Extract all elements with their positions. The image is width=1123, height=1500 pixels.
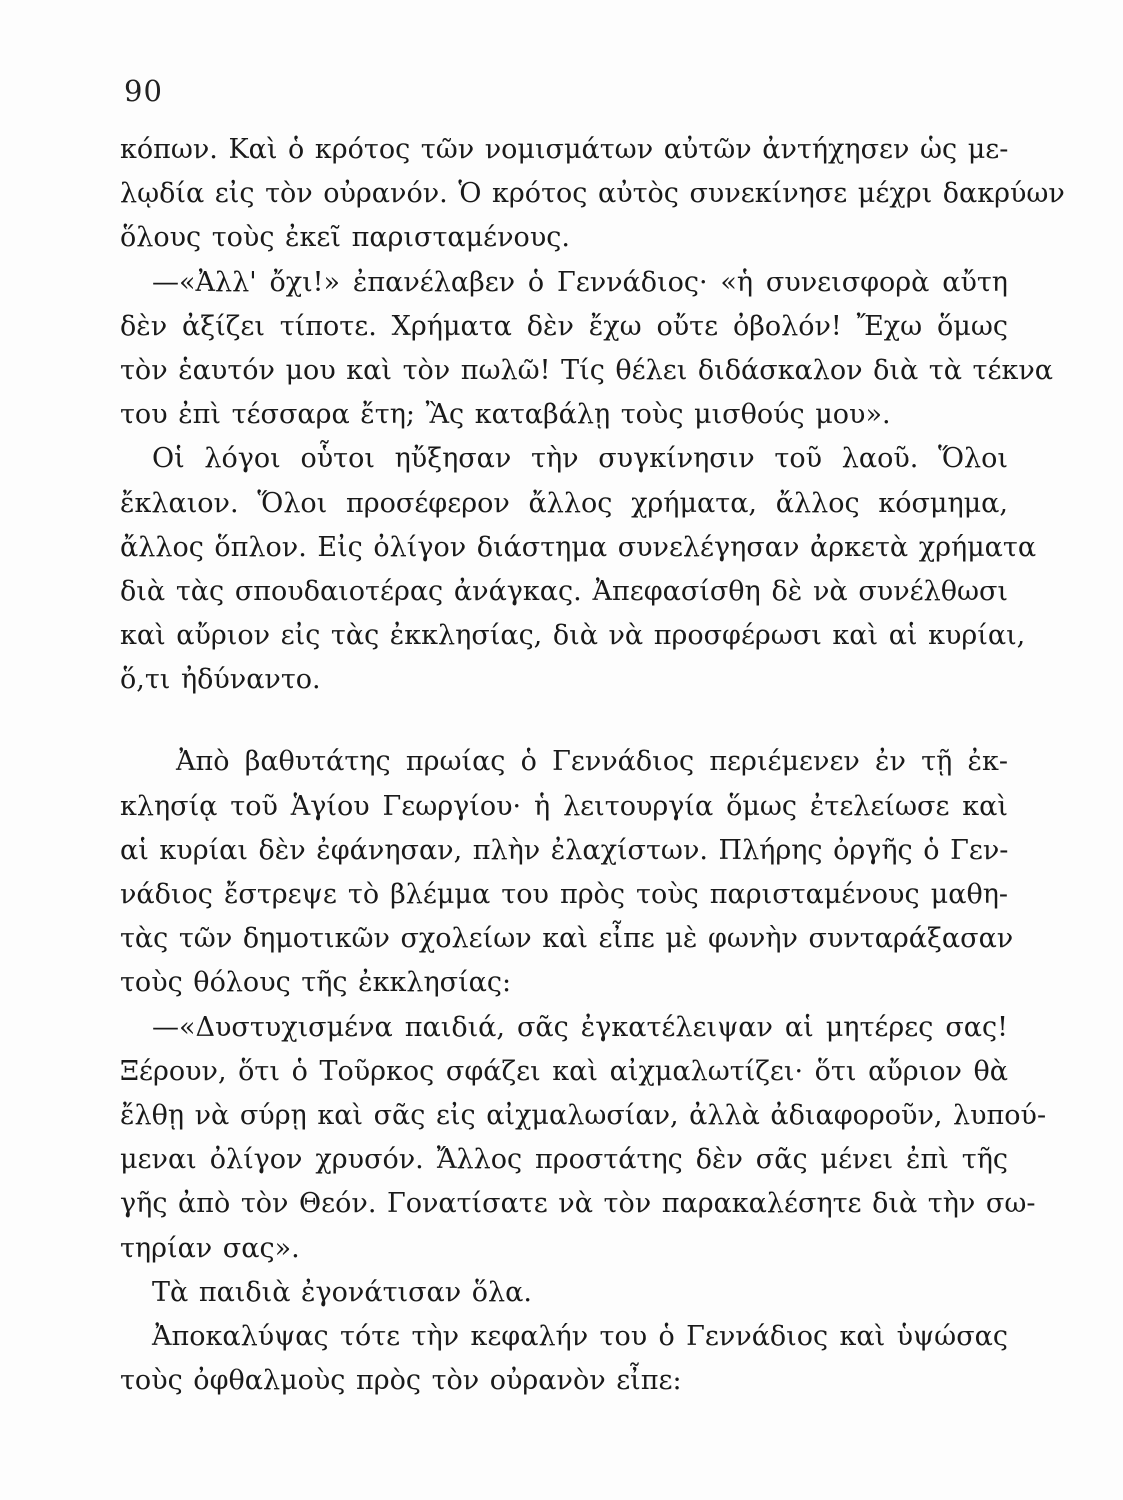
paragraph	[120, 740, 1014, 1005]
body-text	[120, 128, 1065, 1403]
text-line: μεναι ὀλίγον χρυσόν. Ἄλλος προστάτης δὲν σᾶς μένει ἐπὶ τῆς	[120, 1144, 1008, 1176]
paragraph	[120, 1271, 1008, 1315]
text-line: καὶ αὔριον εἰς τὰς ἐκκλησίας, διὰ νὰ προσφέρωσι καὶ αἱ κυρίαι,	[120, 620, 1026, 652]
text-line: Τὰ παιδιὰ ἐγονάτισαν ὅλα.	[152, 1276, 532, 1308]
text-line: αἱ κυρίαι δὲν ἐφάνησαν, πλὴν ἐλαχίστων. Πλήρης ὀργῆς ὁ Γεν-	[120, 834, 1009, 866]
paragraph	[120, 128, 1065, 261]
text-line: Ἀπὸ βαθυτάτης πρωίας ὁ Γεννάδιος περιέμενεν ἐν τῇ ἐκ-	[176, 746, 1008, 778]
text-line: ἔλθῃ νὰ σύρῃ καὶ σᾶς εἰς αἰχμαλωσίαν, ἀλλὰ ἀδιαφοροῦν, λυπού-	[120, 1099, 1047, 1131]
text-line: τὰς τῶν δημοτικῶν σχολείων καὶ εἶπε μὲ φωνὴν συνταράξασαν	[120, 923, 1014, 955]
paragraph	[120, 1006, 1047, 1271]
paragraph	[120, 437, 1037, 702]
text-line: τοὺς ὀφθαλμοὺς πρὸς τὸν οὐρανὸν εἶπε:	[120, 1365, 682, 1397]
paragraph	[120, 261, 1053, 438]
text-line: τὸν ἑαυτόν μου καὶ τὸν πωλῶ! Τίς θέλει διδάσκαλον διὰ τὰ τέκνα	[120, 354, 1053, 386]
section-break	[120, 702, 1008, 740]
paragraph	[120, 1315, 1008, 1403]
text-line: δὲν ἀξίζει τίποτε. Χρήματα δὲν ἔχω οὔτε ὀβολόν! Ἔχω ὅμως	[120, 310, 1008, 342]
text-line: κλησίᾳ τοῦ Ἁγίου Γεωργίου· ἡ λειτουργία ὅμως ἐτελείωσε καὶ	[120, 790, 1008, 822]
text-line: ἄλλος ὅπλον. Εἰς ὀλίγον διάστημα συνελέγησαν ἀρκετὰ χρήματα	[120, 531, 1037, 563]
text-line: —«Ἀλλ' ὄχι!» ἐπανέλαβεν ὁ Γεννάδιος· «ἡ συνεισφορὰ αὔτη	[152, 266, 1008, 298]
text-line: ἔκλαιον. Ὅλοι προσέφερον ἄλλος χρήματα, ἄλλος κόσμημα,	[120, 487, 1008, 519]
text-line: τοὺς θόλους τῆς ἐκκλησίας:	[120, 967, 512, 999]
text-line: γῆς ἀπὸ τὸν Θεόν. Γονατίσατε νὰ τὸν παρακαλέσητε διὰ τὴν σω-	[120, 1188, 1036, 1220]
text-line: ὅ,τι ἠδύναντο.	[120, 664, 321, 696]
text-line: Ἀποκαλύψας τότε τὴν κεφαλήν του ὁ Γεννάδιος καὶ ὑψώσας	[152, 1320, 1008, 1352]
text-line: νάδιος ἔστρεψε τὸ βλέμμα του πρὸς τοὺς παρισταμένους μαθη-	[120, 879, 1008, 910]
text-line: ὅλους τοὺς ἐκεῖ παρισταμένους.	[120, 222, 570, 254]
text-line: Οἱ λόγοι οὗτοι ηὔξησαν τὴν συγκίνησιν τοῦ λαοῦ. Ὅλοι	[152, 443, 1008, 475]
text-line: —«Δυστυχισμένα παιδιά, σᾶς ἐγκατέλειψαν αἱ μητέρες σας!	[152, 1011, 1008, 1043]
text-line: Ξέρουν, ὅτι ὁ Τοῦρκος σφάζει καὶ αἰχμαλωτίζει· ὅτι αὔριον θὰ	[120, 1055, 1008, 1087]
text-line: διὰ τὰς σπουδαιοτέρας ἀνάγκας. Ἀπεφασίσθη δὲ νὰ συνέλθωσι	[120, 575, 1008, 607]
text-line: λῳδία εἰς τὸν οὐρανόν. Ὁ κρότος αὐτὸς συνεκίνησε μέχρι δακρύων	[120, 178, 1065, 210]
text-line: κόπων. Καὶ ὁ κρότος τῶν νομισμάτων αὐτῶν ἀντήχησεν ὡς με-	[120, 134, 1009, 165]
text-line: τηρίαν σας».	[120, 1232, 300, 1264]
page-number: 90	[124, 74, 163, 108]
text-line: του ἐπὶ τέσσαρα ἔτη; Ἂς καταβάλῃ τοὺς μισθούς μου».	[120, 399, 891, 431]
